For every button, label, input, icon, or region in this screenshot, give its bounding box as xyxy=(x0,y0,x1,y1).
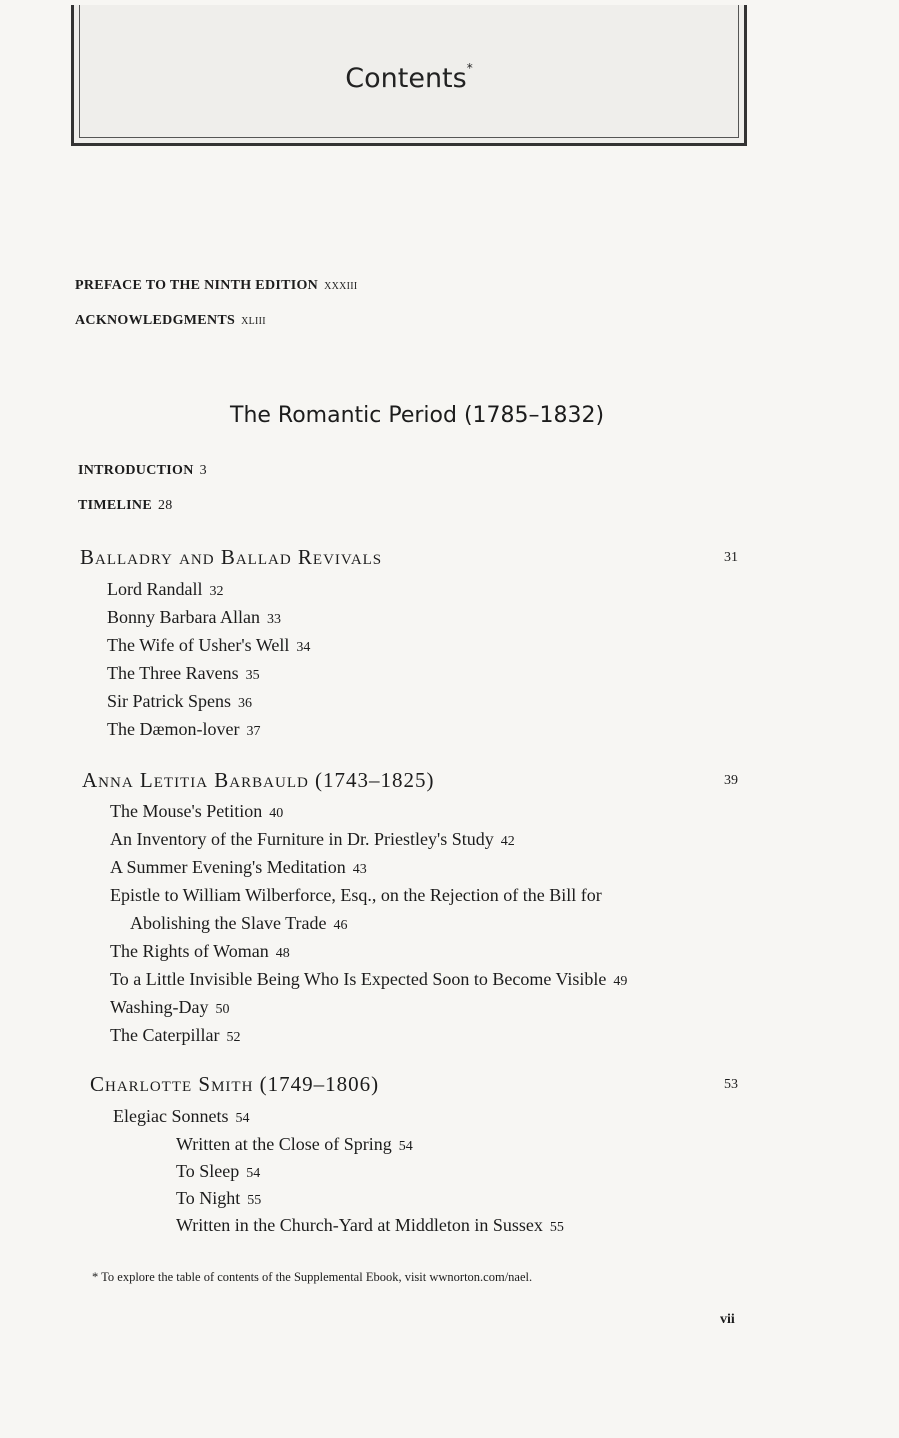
item-label: The Three Ravens xyxy=(107,663,239,683)
item-page: 48 xyxy=(275,946,290,961)
section-heading-balladry[interactable]: Balladry and Ballad Revivals xyxy=(80,545,383,569)
item-page: 52 xyxy=(226,1030,241,1045)
toc-entry-preface[interactable] xyxy=(75,278,358,294)
toc-item[interactable] xyxy=(110,969,627,990)
item-label: Written in the Church-Yard at Middleton in Sussex xyxy=(176,1215,543,1235)
toc-subitem[interactable] xyxy=(176,1134,413,1155)
toc-item[interactable] xyxy=(110,829,515,850)
item-page: 49 xyxy=(613,974,628,989)
toc-item[interactable] xyxy=(107,579,223,600)
item-page: 50 xyxy=(215,1002,230,1017)
item-page: 55 xyxy=(247,1193,262,1208)
section-page: 53 xyxy=(724,1077,738,1092)
toc-item[interactable] xyxy=(110,801,283,822)
item-label: Epistle to William Wilberforce, Esq., on the Rejection of the Bill for xyxy=(110,885,602,905)
item-label: To Sleep xyxy=(176,1161,240,1181)
toc-item[interactable] xyxy=(107,607,281,628)
entry-page: xliii xyxy=(241,313,266,328)
period-title: The Romantic Period (1785–1832) xyxy=(230,403,605,428)
toc-item[interactable] xyxy=(107,691,252,712)
item-page: 54 xyxy=(246,1166,261,1181)
item-page: 54 xyxy=(398,1139,413,1154)
entry-label: PREFACE TO THE NINTH EDITION xyxy=(75,278,319,293)
footnote: * To explore the table of contents of the Supplemental Ebook, visit wwnorton.com/nael. xyxy=(92,1270,533,1284)
footnote-mark: * xyxy=(466,61,473,75)
item-page: 34 xyxy=(296,640,311,655)
toc-entry-timeline[interactable] xyxy=(78,498,173,514)
item-page: 37 xyxy=(246,724,261,739)
item-label: An Inventory of the Furniture in Dr. Priestley's Study xyxy=(110,829,494,849)
toc-item[interactable] xyxy=(110,941,290,962)
toc-subitem[interactable] xyxy=(176,1161,260,1182)
item-label: The Wife of Usher's Well xyxy=(107,635,290,655)
item-label: To a Little Invisible Being Who Is Expected Soon to Become Visible xyxy=(110,969,607,989)
entry-label: TIMELINE xyxy=(78,498,152,513)
item-page: 35 xyxy=(245,668,260,683)
item-label: Bonny Barbara Allan xyxy=(107,607,260,627)
toc-item[interactable] xyxy=(110,1025,240,1046)
section-page: 31 xyxy=(724,550,738,565)
toc-subitem[interactable] xyxy=(176,1188,261,1209)
toc-subitem[interactable] xyxy=(176,1215,564,1236)
toc-item[interactable] xyxy=(113,1106,249,1127)
entry-page: xxxiii xyxy=(324,278,358,293)
toc-item[interactable] xyxy=(110,857,367,878)
section-heading-smith[interactable]: Charlotte Smith (1749–1806) xyxy=(90,1072,380,1096)
toc-item[interactable] xyxy=(107,635,310,656)
item-page: 32 xyxy=(209,584,224,599)
entry-page: 28 xyxy=(157,498,173,513)
toc-item[interactable] xyxy=(107,663,260,684)
item-label: The Caterpillar xyxy=(110,1025,220,1045)
item-label: Elegiac Sonnets xyxy=(113,1106,229,1126)
item-page: 36 xyxy=(238,696,252,711)
item-page: 43 xyxy=(352,862,367,877)
item-label: Abolishing the Slave Trade xyxy=(130,913,327,933)
item-page: 40 xyxy=(269,806,284,821)
title-text: Contents xyxy=(345,63,467,94)
item-page: 46 xyxy=(333,918,348,933)
item-label: Sir Patrick Spens xyxy=(107,691,231,711)
toc-entry-introduction[interactable] xyxy=(78,463,207,479)
item-page: 55 xyxy=(549,1220,564,1235)
section-heading-barbauld[interactable]: Anna Letitia Barbauld (1743–1825) xyxy=(82,768,435,792)
item-label: To Night xyxy=(176,1188,241,1208)
item-label: A Summer Evening's Meditation xyxy=(110,857,346,877)
section-page: 39 xyxy=(724,773,738,788)
item-page: 54 xyxy=(235,1111,250,1126)
contents-header-box xyxy=(71,5,747,146)
item-page: 42 xyxy=(500,834,515,849)
item-label: The Dæmon-lover xyxy=(107,719,240,739)
entry-label: INTRODUCTION xyxy=(78,463,194,478)
toc-item[interactable] xyxy=(107,719,260,740)
item-label: Washing-Day xyxy=(110,997,209,1017)
page-number: vii xyxy=(720,1312,735,1327)
entry-label: ACKNOWLEDGMENTS xyxy=(75,313,236,328)
toc-entry-acknowledgments[interactable] xyxy=(75,313,266,329)
toc-item-continuation[interactable] xyxy=(130,913,348,934)
item-label: The Rights of Woman xyxy=(110,941,269,961)
toc-item[interactable] xyxy=(110,885,602,906)
item-label: Lord Randall xyxy=(107,579,203,599)
item-label: The Mouse's Petition xyxy=(110,801,263,821)
entry-page: 3 xyxy=(199,463,207,478)
item-label: Written at the Close of Spring xyxy=(176,1134,392,1154)
toc-item[interactable] xyxy=(110,997,230,1018)
page-title xyxy=(74,63,744,94)
item-page: 33 xyxy=(266,612,281,627)
